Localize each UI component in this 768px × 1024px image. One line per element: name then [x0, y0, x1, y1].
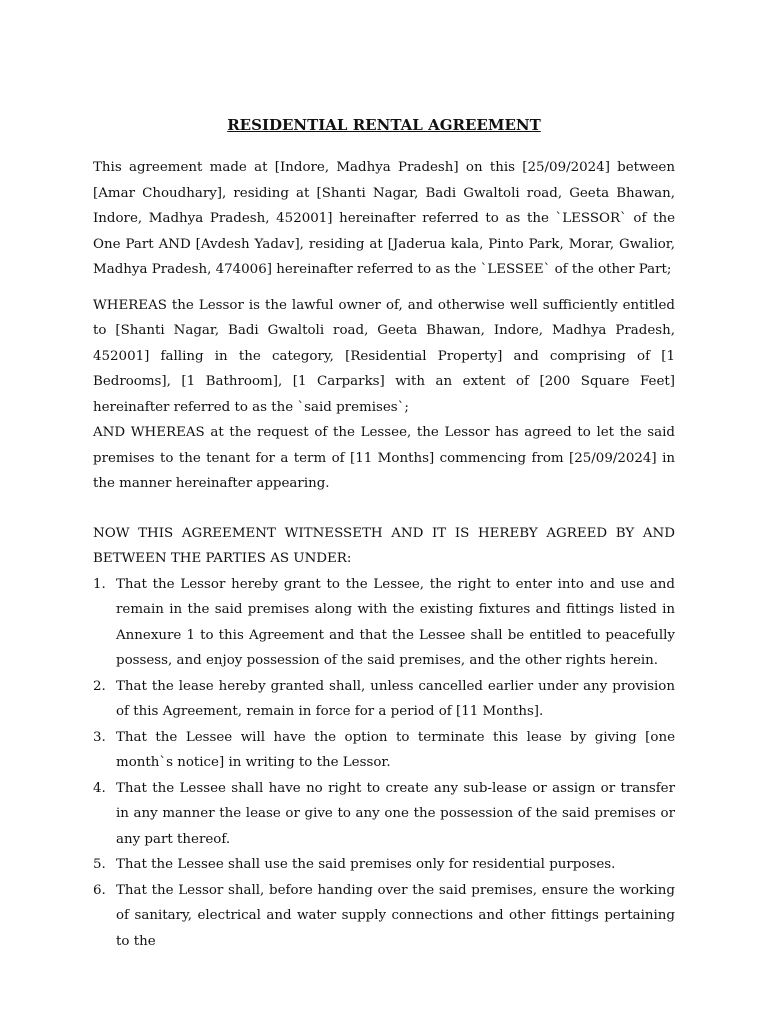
clause-number: 6.: [93, 882, 106, 898]
clause-text: That the lease hereby granted shall, unless cancelled earlier under any provision of this Agreement, remain in force for a period of [11 Months].: [116, 678, 675, 719]
and-whereas-paragraph: AND WHEREAS at the request of the Lessee, the Lessor has agreed to let the said premises to the tenant for a term of [11 Months] commencing from [25/09/2024] in the manner hereinafter appearing.: [93, 425, 675, 491]
spacer: [93, 497, 675, 521]
clause-number: 4.: [93, 780, 106, 796]
clause-number: 3.: [93, 729, 106, 745]
witnesseth-paragraph: NOW THIS AGREEMENT WITNESSETH AND IT IS HEREBY AGREED BY AND BETWEEN THE PARTIES AS UNDER:: [93, 525, 675, 566]
whereas-paragraph: WHEREAS the Lessor is the lawful owner of, and otherwise well sufficiently entitled to [Shanti Nagar, Badi Gwaltoli road, Geeta Bhawan, Indore, Madhya Pradesh, 452001] falling in the category, [Residential Property] and comprising of [1 Bedrooms], [1 Bathroom], [1 Carparks] with an extent of [200 Square Feet] hereinafter referred to as the `said premises`;: [93, 297, 675, 415]
clause-item: [93, 776, 675, 853]
clause-item: [93, 878, 675, 955]
clause-item: [93, 725, 675, 776]
clause-number: 5.: [93, 857, 106, 872]
clause-list: [93, 572, 675, 955]
intro-paragraph: This agreement made at [Indore, Madhya Pradesh] on this [25/09/2024] between [Amar Choudhary], residing at [Shanti Nagar, Badi Gwaltoli road, Geeta Bhawan, Indore, Madhya Pradesh, 452001] hereinafter referred to as the `LESSOR` of the One Part AND [Avdesh Yadav], residing at [Jaderua kala, Pinto Park, Morar, Gwalior, Madhya Pradesh, 474006] hereinafter referred to as the `LESSEE` of the other Part;: [93, 160, 675, 277]
clause-text: That the Lessee shall have no right to create any sub-lease or assign or transfer in any manner the lease or give to any one the possession of the said premises or any part thereof.: [116, 780, 675, 847]
clause-number: 2.: [93, 678, 106, 694]
clause-item: [93, 852, 675, 878]
spacer: [93, 283, 675, 293]
document-page: [93, 113, 675, 954]
document-title: RESIDENTIAL RENTAL AGREEMENT: [227, 116, 541, 134]
clause-item: [93, 674, 675, 725]
clause-text: That the Lessor shall, before handing over the said premises, ensure the working of sanitary, electrical and water supply connections and other fittings pertaining to the: [116, 882, 675, 949]
clause-item: [93, 572, 675, 674]
clause-text: That the Lessor hereby grant to the Lessee, the right to enter into and use and remain in the said premises along with the existing fixtures and fittings listed in Annexure 1 to this Agreement and that the Lessee shall be entitled to peacefully possess, and enjoy possession of the said premises, and the other rights herein.: [116, 576, 675, 668]
clause-number: 1.: [93, 576, 106, 592]
clause-text: That the Lessee will have the option to terminate this lease by giving [one month`s notice] in writing to the Lessor.: [116, 729, 675, 770]
clause-text: That the Lessee shall use the said premises only for residential purposes.: [116, 857, 616, 872]
